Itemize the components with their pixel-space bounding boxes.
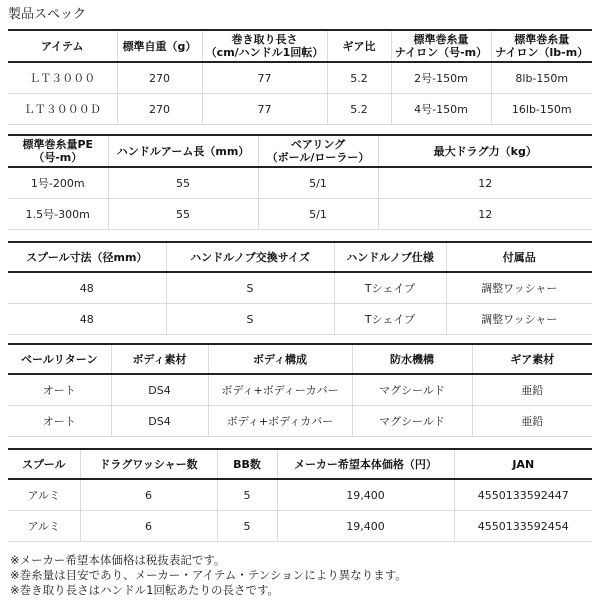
cell: ＬＴ３０００ [8,62,117,94]
cell: ＬＴ３０００Ｄ [8,94,117,125]
cell: 5 [217,479,277,511]
cell: 12 [378,199,592,230]
table-row [8,479,592,511]
cell: Tシェイプ [334,304,446,335]
header-drag-washers: ドラグワッシャー数 [80,449,217,479]
cell: 2号-150m [391,62,491,94]
header-gear-ratio: ギア比 [327,30,391,62]
cell: 270 [117,62,202,94]
cell: 亜鉛 [472,374,592,406]
cell: 4550133592454 [454,511,592,542]
cell: 55 [108,167,258,199]
cell: オート [8,374,111,406]
cell: Tシェイプ [334,272,446,304]
header-item: アイテム [8,30,117,62]
spec-table-1 [8,29,592,125]
cell: アルミ [8,511,80,542]
cell: マグシールド [352,406,472,437]
header-spool: スプール [8,449,80,479]
header-bearing: ベアリング （ボール/ローラー） [258,135,378,167]
table-row [8,167,592,199]
table-row [8,94,592,125]
header-nylon-go: 標準巻糸量 ナイロン（号-m） [391,30,491,62]
cell: 6 [80,511,217,542]
cell: 77 [202,94,327,125]
cell: 6 [80,479,217,511]
header-gear-material: ギア素材 [472,344,592,374]
header-retrieve-length: 巻き取り長さ （cm/ハンドル1回転） [202,30,327,62]
cell: 5/1 [258,199,378,230]
header-nylon-lb: 標準巻糸量 ナイロン（lb-m） [491,30,592,62]
cell: 1号-200m [8,167,108,199]
cell: 55 [108,199,258,230]
header-bb-count: BB数 [217,449,277,479]
cell: 8lb-150m [491,62,592,94]
spec-table-2 [8,134,592,230]
cell: 1.5号-300m [8,199,108,230]
header-body-material: ボディ素材 [111,344,208,374]
cell: 調整ワッシャー [446,304,592,335]
header-handle-length: ハンドルアーム長（mm） [108,135,258,167]
table-row [8,304,592,335]
cell: DS4 [111,374,208,406]
header-body-construction: ボディ構成 [208,344,352,374]
cell: マグシールド [352,374,472,406]
table-row [8,511,592,542]
cell: 19,400 [277,479,454,511]
cell: 16lb-150m [491,94,592,125]
table-row [8,272,592,304]
header-max-drag: 最大ドラグ力（kg） [378,135,592,167]
header-accessories: 付属品 [446,242,592,272]
cell: 調整ワッシャー [446,272,592,304]
header-waterproof: 防水機構 [352,344,472,374]
cell: 4号-150m [391,94,491,125]
cell: 亜鉛 [472,406,592,437]
header-knob-size: ハンドルノブ交換サイズ [166,242,334,272]
header-bail-return: ベールリターン [8,344,111,374]
table-row [8,406,592,437]
cell: 12 [378,167,592,199]
footnotes [10,553,407,598]
cell: 19,400 [277,511,454,542]
cell: 77 [202,62,327,94]
header-jan: JAN [454,449,592,479]
cell: S [166,272,334,304]
cell: 5/1 [258,167,378,199]
footnote: ※メーカー希望本体価格は税抜表記です。 [10,553,226,567]
cell: ボディ+ボディカバー [208,406,352,437]
table-row [8,199,592,230]
spec-table-4 [8,343,592,437]
table-row [8,62,592,94]
cell: DS4 [111,406,208,437]
footnote: ※巻糸量は目安であり、メーカー・アイテム・テンションにより異なります。 [10,568,407,582]
cell: ボディ+ボディーカバー [208,374,352,406]
table-row [8,374,592,406]
page-title: 製品スペック [8,7,87,22]
cell: 4550133592447 [454,479,592,511]
spec-table-3 [8,241,592,335]
cell: オート [8,406,111,437]
spec-table-5 [8,448,592,542]
cell: 48 [8,304,166,335]
cell: 5 [217,511,277,542]
cell: 48 [8,272,166,304]
cell: アルミ [8,479,80,511]
header-spool-size: スプール寸法（径mm） [8,242,166,272]
header-knob-spec: ハンドルノブ仕様 [334,242,446,272]
footnote: ※巻き取り長さはハンドル1回転あたりの長さです。 [10,583,280,597]
header-weight: 標準自重（g） [117,30,202,62]
header-price: メーカー希望本体価格（円） [277,449,454,479]
cell: 5.2 [327,62,391,94]
cell: S [166,304,334,335]
cell: 270 [117,94,202,125]
header-pe-line: 標準巻糸量PE （号-m） [8,135,108,167]
cell: 5.2 [327,94,391,125]
